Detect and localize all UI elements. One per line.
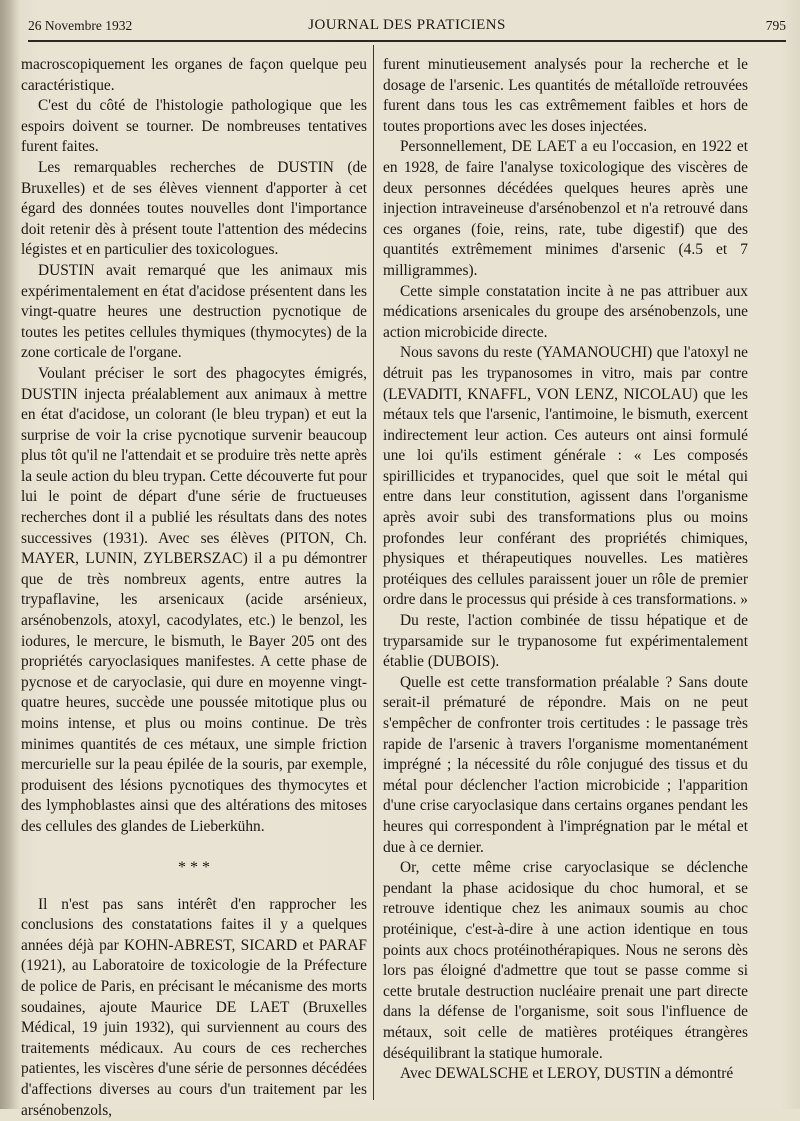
- paragraph: Voulant préciser le sort des phagocytes émigrés, DUSTIN injecta préalablement aux animaux à mettre en état d'acidose, un colorant (le bleu trypan) et eut la surprise de voir la crise pycnotique survenir beaucoup plus tôt qu'il ne l'attendait et se produire très nette après la seule action du bleu trypan. Cette découverte fut pour lui le point de départ d'une série de fructueuses recherches dont il a publié les résultats dans des notes successives (1931). Avec ses élèves (PITON, Ch. MAYER, LUNIN, ZYLBERSZAC) il a pu démontrer que de très nombreux agents, entre autres la trypaflavine, les arsenicaux (acide arsénieux, arsénobenzols, atoxyl, cacodylates, etc.) le benzol, les iodures, le mercure, le bismuth, le Bayer 205 ont des propriétés caryoclasiques manifestes. A cette phase de pycnose et de caryoclasie, qui dure en moyenne vingt-quatre heures, succède une poussée mitotique plus ou moins intense, et plus ou moins continue. De très minimes quantités de ces métaux, une simple friction mercurielle sur la peau épilée de la souris, par exemple, produisent des lésions pycnotiques des thymocytes et des lymphoblastes ainsi que des altérations des mitoses des cellules des glandes de Lieberkühn.: [21, 364, 367, 835]
- right-column: [383, 55, 748, 1085]
- paragraph: Il n'est pas sans intérêt d'en rapprocher les conclusions des constatations faites il y a quelques années déjà par KOHN-ABREST, SICARD et PARAF (1921), au Laboratoire de toxicologie de la Préfecture de police de Paris, en précisant le mécanisme des morts soudaines, ajoute Maurice DE LAET (Bruxelles Médical, 19 juin 1932), qui surviennent au cours des traitements médicaux. Au cours de ces recherches patientes, les viscères d'une série de personnes décédées d'affections diverses au cours d'un traitement par les arsénobenzols,: [21, 895, 367, 1119]
- paragraph: Or, cette même crise caryoclasique se déclenche pendant la phase acidosique du choc humoral, et se retrouve identique chez les animaux soumis au choc protéinique, c'est-à-dire à une action identique en tous points aux chocs protéinothérapiques. Nous ne serons dès lors pas éloigné d'admettre que tout se passe comme si cette brutale destruction nucléaire prenait une part directe dans la défense de l'organisme, soit sous l'influence de métaux, soit celle de matières protéiques étrangères déséquilibrant la statique humorale.: [383, 859, 748, 1062]
- paragraph: furent minutieusement analysés pour la recherche et le dosage de l'arsenic. Les quantités de métalloïde retrouvées furent dans tous les cas extrêmement faibles et hors de toutes proportions avec les doses injectées.: [383, 56, 748, 135]
- running-header: [28, 16, 786, 38]
- paragraph: Cette simple constatation incite à ne pas attribuer aux médications arsenicales du groupe des arsénobenzols, une action microbicide directe.: [383, 282, 748, 341]
- column-divider: [373, 45, 374, 1100]
- separator-stars: * * *: [178, 858, 210, 876]
- binding-shadow: [0, 0, 20, 1109]
- section-separator: [21, 858, 367, 876]
- paragraph: C'est du côté de l'histologie pathologique que les espoirs doivent se tourner. De nombreuses tentatives furent faites.: [21, 97, 367, 156]
- paragraph: Quelle est cette transformation préalable ? Sans doute serait-il prématuré de répondre. Mais on ne peut s'empêcher de confronter trois certitudes : le passage très rapide de l'arsenic à travers l'organisme momentanément imprégné ; la nécessité du rôle conjugué des tissus et du métal pour déclencher l'action microbicide ; l'apparition d'une crise caryoclasique dans certains organes pendant les heures qui correspondent à l'imprégnation par le métal et due à ce dernier.: [383, 673, 748, 856]
- paragraph: macroscopiquement les organes de façon quelque peu caractéristique.: [21, 56, 367, 94]
- paragraph: DUSTIN avait remarqué que les animaux mis expérimentalement en état d'acidose présentent dans les vingt-quatre heures une destruction pycnotique de toutes les petites cellules thymiques (thymocytes) de la zone corticale de l'organe.: [21, 261, 367, 362]
- left-column: [21, 55, 367, 1121]
- paragraph: Personnellement, DE LAET a eu l'occasion, en 1922 et en 1928, de faire l'analyse toxicologique des viscères de deux personnes décédées quelques heures après une injection intraveineuse d'arsénobenzol et n'a retrouvé dans ces organes (foie, reins, rate, tube digestif) que des quantités extrêmement minimes d'arsenic (4.5 et 7 milligrammes).: [383, 138, 748, 279]
- journal-title: JOURNAL DES PRATICIENS: [308, 17, 506, 33]
- header-rule: [28, 40, 786, 42]
- paragraph: Du reste, l'action combinée de tissu hépatique et de tryparsamide sur le trypanosome fut expérimentalement établie (DUBOIS).: [383, 612, 748, 671]
- page-number: 795: [765, 18, 786, 33]
- paragraph: Les remarquables recherches de DUSTIN (de Bruxelles) et de ses élèves viennent d'apporter à cet égard des données toutes nouvelles dont l'importance doit retenir dès à présent toute l'attention des médecins légistes et en particulier des toxicologues.: [21, 158, 367, 259]
- paragraph: Nous savons du reste (YAMANOUCHI) que l'atoxyl ne détruit pas les trypanosomes in vitro, mais par contre (LEVADITI, KNAFFL, VON LENZ, NICOLAU) que les métaux tels que l'arsenic, l'antimoine, le bismuth, exercent indirectement leur action. Ces auteurs ont ainsi formulé une loi qu'ils estiment générale : « Les composés spirillicides et trypanocides, quel que soit le métal qui entre dans leur constitution, agissent dans l'organisme après avoir subi des transformations plus ou moins profondes leur conférant des propriétés chimiques, physiques et thérapeutiques nouvelles. Les matières protéiques des cellules paraissent jouer un rôle de premier ordre dans le processus qui préside à ces transformations. »: [383, 344, 748, 609]
- paragraph: Avec DEWALSCHE et LEROY, DUSTIN a démontré: [400, 1065, 734, 1083]
- header-date: 26 Novembre 1932: [28, 18, 133, 33]
